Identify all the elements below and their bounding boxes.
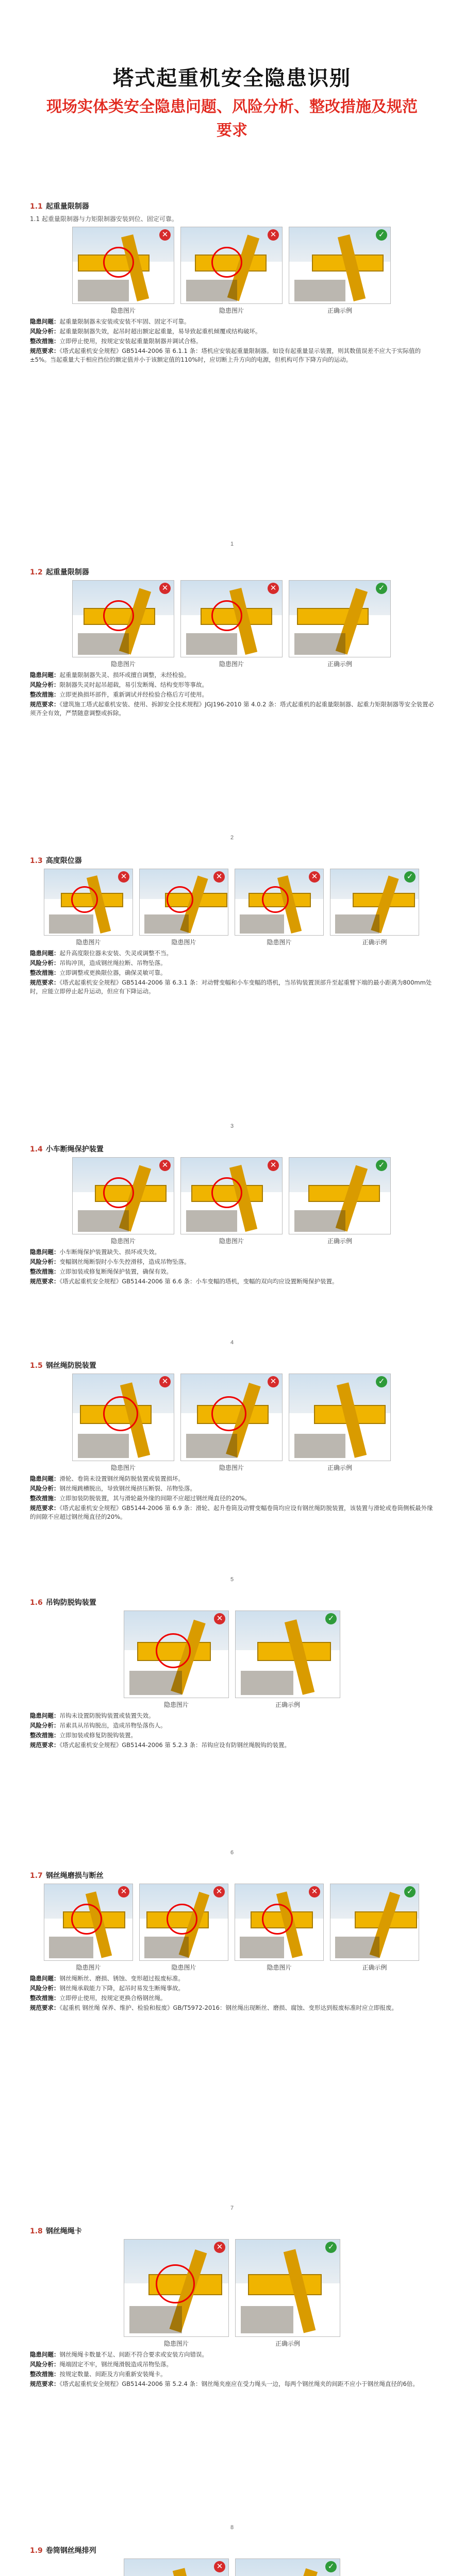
detail-label: 整改措施： (30, 1994, 60, 2002)
detail-text: 《塔式起重机安全规程》GB5144-2006 第 5.2.4 条：钢丝绳夹座应在受力绳头一边，每两个钢丝绳夹的间距不应小于钢丝绳直径的6倍。 (59, 2380, 419, 2387)
hazard-photo (72, 1157, 174, 1234)
section-details (30, 2350, 437, 2389)
correct-example-photo (289, 580, 391, 657)
hazard-photo (44, 1884, 133, 1961)
detail-text: 立即加装或修复断绳保护装置，确保有效。 (59, 1268, 172, 1275)
cross-icon: ✕ (159, 1376, 171, 1387)
check-icon: ✓ (376, 583, 387, 594)
cross-icon: ✕ (213, 871, 225, 883)
section-details (30, 1974, 437, 2013)
page-number: 7 (230, 2205, 234, 2211)
correct-example-photo (289, 227, 391, 304)
page-number: 5 (230, 1577, 234, 1583)
section-heading: 钢丝绳防脱装置 (45, 1362, 96, 1370)
section-title (30, 2226, 82, 2236)
hazard-photo (72, 1374, 174, 1461)
shadow-area (241, 1671, 293, 1696)
check-icon: ✓ (325, 2561, 337, 2572)
steel-member (248, 2274, 322, 2296)
photo-caption: 隐患图片 (163, 2340, 189, 2347)
detail-text: 绳端固定不牢，钢丝绳滑脱造成吊物坠落。 (59, 2361, 172, 2368)
detail-label: 规范要求： (30, 1278, 60, 1285)
photo-caption: 隐患图片 (76, 1964, 101, 1971)
cross-icon: ✕ (159, 1160, 171, 1171)
section-heading: 起重量限制器 (45, 568, 89, 577)
hazard-circle-marker (167, 1904, 197, 1935)
hazard-circle-marker (167, 886, 193, 913)
shadow-area (294, 1434, 345, 1459)
cross-icon: ✕ (159, 229, 171, 241)
detail-row (30, 347, 437, 364)
detail-text: 立即停止使用，按规定安装起重量限制器并调试合格。 (59, 337, 202, 345)
detail-row (30, 1258, 437, 1266)
section-number: 1.1 (30, 202, 43, 211)
hazard-circle-marker (103, 1177, 134, 1208)
detail-text: 立即停止使用，按规定更换合格钢丝绳。 (59, 1994, 167, 2002)
detail-text: 起重量限制器失灵、损坏或擅自调整，未经检验。 (59, 671, 190, 679)
section-title (30, 201, 89, 211)
detail-text: 《塔式起重机安全规程》GB5144-2006 第 6.3.1 条：对动臂变幅和小车变幅的塔机，当吊钩装置顶部升至起重臂下端的最小距离为800mm处时，应能立即停止起升运动，但应有下降运动。 (30, 979, 432, 995)
detail-row (30, 1475, 437, 1483)
hazard-section (0, 567, 464, 855)
photo-caption: 隐患图片 (110, 1464, 136, 1471)
detail-label: 规范要求： (30, 1504, 60, 1512)
detail-text: 起升高度限位器未安装、失灵或调整不当。 (59, 950, 172, 957)
steel-member (308, 1185, 380, 1202)
detail-label: 整改措施： (30, 337, 60, 345)
page-number: 3 (230, 1123, 234, 1129)
detail-label: 规范要求： (30, 2380, 60, 2387)
detail-row (30, 959, 437, 968)
section-heading: 钢丝绳磨损与断丝 (45, 1872, 104, 1880)
photo-caption: 隐患图片 (110, 307, 136, 314)
detail-row (30, 1277, 437, 1286)
detail-text: 吊索具从吊钩脱出，造成吊物坠落伤人。 (59, 1722, 167, 1729)
section-number: 1.3 (30, 857, 43, 865)
detail-label: 风险分析： (30, 681, 60, 688)
detail-text: 限制器失灵时起吊超载，易引发断绳、结构变形等事故。 (59, 681, 208, 688)
detail-row (30, 949, 437, 958)
shadow-area (335, 914, 380, 933)
hazard-circle-marker (103, 247, 134, 278)
cross-icon: ✕ (268, 229, 279, 241)
detail-text: 小车断绳保护装置缺失、损坏或失效。 (59, 1248, 160, 1256)
correct-example-photo (235, 2239, 340, 2337)
detail-row (30, 1731, 437, 1740)
photo-caption: 正确示例 (275, 1701, 300, 1708)
detail-label: 隐患问题： (30, 671, 60, 679)
detail-text: 起重量限制器未安装或安装不牢固、固定不可靠。 (59, 318, 190, 325)
shadow-area (78, 1434, 129, 1459)
section-number: 1.6 (30, 1599, 43, 1607)
cross-icon: ✕ (268, 1160, 279, 1171)
shadow-area (186, 280, 237, 301)
section-number: 1.8 (30, 2227, 43, 2235)
section-title (30, 567, 89, 577)
hazard-section (0, 2226, 464, 2545)
detail-row (30, 671, 437, 680)
shadow-area (186, 1210, 237, 1232)
cross-icon: ✕ (268, 583, 279, 594)
hazard-photo (180, 227, 283, 304)
detail-label: 风险分析： (30, 2361, 60, 2368)
correct-example-photo (235, 2558, 340, 2576)
section-heading: 起重量限制器 (45, 202, 89, 211)
hazard-circle-marker (262, 886, 289, 913)
photo-caption: 隐患图片 (163, 1701, 189, 1708)
section-details (30, 1475, 437, 1522)
hazard-photo (180, 580, 283, 657)
document-subtitle: 现场实体类安全隐患问题、风险分析、整改措施及规范要求 (46, 98, 418, 140)
photo-caption: 隐患图片 (219, 1464, 244, 1471)
hazard-photo (139, 869, 228, 936)
hazard-circle-marker (262, 1904, 293, 1935)
check-icon: ✓ (404, 1886, 416, 1897)
detail-label: 整改措施： (30, 2370, 60, 2378)
hazard-circle-marker (211, 600, 242, 631)
hazard-photo (72, 580, 174, 657)
detail-text: 立即加装防脱装置，其与滑轮最外缘的间隙不应超过钢丝绳直径的20%。 (59, 1495, 251, 1502)
detail-row (30, 1741, 437, 1750)
detail-label: 风险分析： (30, 1485, 60, 1492)
detail-row (30, 1711, 437, 1720)
photo-caption: 隐患图片 (110, 1238, 136, 1245)
detail-text: 立即加装或修复防脱钩装置。 (59, 1732, 137, 1739)
shadow-area (335, 1937, 380, 1958)
hazard-section (0, 855, 464, 1144)
detail-label: 隐患问题： (30, 950, 60, 957)
hazard-photo (72, 227, 174, 304)
hazard-circle-marker (71, 886, 98, 913)
detail-label: 风险分析： (30, 959, 60, 967)
shadow-area (240, 1937, 285, 1958)
detail-text: 钢丝绳承载能力下降，起吊时易发生断绳事故。 (59, 1985, 184, 1992)
cross-icon: ✕ (309, 871, 320, 883)
photo-caption: 隐患图片 (267, 1964, 292, 1971)
check-icon: ✓ (376, 1160, 387, 1171)
photo-caption: 隐患图片 (110, 660, 136, 668)
detail-label: 规范要求： (30, 1741, 60, 1749)
hazard-photo (139, 1884, 228, 1961)
detail-text: 吊钩未设置防脱钩装置或装置失效。 (59, 1712, 155, 1719)
shadow-area (186, 1434, 237, 1459)
detail-label: 风险分析： (30, 328, 60, 335)
section-heading: 小车断绳保护装置 (45, 1145, 104, 1154)
detail-text: 吊钩冲顶，造成钢丝绳拉断、吊物坠落。 (59, 959, 167, 967)
detail-text: 按规定数量、间距及方向重新安装绳卡。 (59, 2370, 167, 2378)
detail-text: 《塔式起重机安全规程》GB5144-2006 第 5.2.3 条：吊钩应设有防钢丝绳脱钩的装置。 (59, 1741, 290, 1749)
correct-example-photo (289, 1157, 391, 1234)
document-header (0, 0, 464, 170)
correct-example-photo (235, 1611, 340, 1698)
section-intro: 1.1 起重量限制器与力矩限制器安装到位、固定可靠。 (30, 215, 178, 223)
photo-caption: 隐患图片 (171, 939, 196, 946)
photo-caption: 正确示例 (327, 1238, 352, 1245)
hazard-photo (180, 1374, 283, 1461)
detail-row (30, 690, 437, 699)
document-title: 塔式起重机安全隐患识别 (113, 66, 351, 90)
detail-text: 钢丝绳断丝、磨损、锈蚀、变形超过报废标准。 (59, 1975, 184, 1982)
photo-caption: 隐患图片 (219, 1238, 244, 1245)
hazard-circle-marker (211, 1396, 246, 1431)
detail-text: 立即调整或更换限位器，确保灵敏可靠。 (59, 969, 167, 976)
correct-example-photo (289, 1374, 391, 1461)
cross-icon: ✕ (214, 2561, 225, 2572)
photo-caption: 隐患图片 (267, 939, 292, 946)
photo-caption: 正确示例 (327, 660, 352, 668)
detail-label: 风险分析： (30, 1258, 60, 1265)
detail-row (30, 1248, 437, 1257)
detail-label: 规范要求： (30, 701, 60, 708)
shadow-area (294, 633, 345, 655)
detail-text: 变幅钢丝绳断裂时小车失控滑移，造成吊物坠落。 (59, 1258, 190, 1265)
page-number: 6 (230, 1850, 234, 1856)
detail-row (30, 2360, 437, 2369)
page-number: 8 (230, 2524, 234, 2531)
detail-text: 钢丝绳跳槽脱出，导致钢丝绳挤压断裂、吊物坠落。 (59, 1485, 196, 1492)
hazard-photo (124, 2558, 229, 2576)
hazard-section (0, 1597, 464, 1870)
detail-label: 整改措施： (30, 1732, 60, 1739)
hazard-circle-marker (103, 1396, 138, 1431)
hazard-section (0, 1144, 464, 1360)
photo-caption: 正确示例 (327, 1464, 352, 1471)
section-number: 1.7 (30, 1872, 43, 1880)
photo-caption: 隐患图片 (219, 660, 244, 668)
detail-label: 整改措施： (30, 969, 60, 976)
shadow-area (78, 280, 129, 301)
detail-label: 风险分析： (30, 1985, 60, 1992)
cross-icon: ✕ (309, 1886, 320, 1897)
section-heading: 卷筒钢丝绳排列 (45, 2547, 96, 2555)
correct-example-photo (330, 1884, 419, 1961)
hazard-section (0, 1360, 464, 1597)
hazard-section (0, 201, 464, 562)
detail-label: 隐患问题： (30, 318, 60, 325)
check-icon: ✓ (376, 1376, 387, 1387)
section-title (30, 1597, 96, 1607)
shadow-area (78, 1210, 129, 1232)
photo-caption: 正确示例 (362, 1964, 387, 1971)
detail-label: 整改措施： (30, 691, 60, 698)
detail-row (30, 2350, 437, 2359)
detail-label: 整改措施： (30, 1268, 60, 1275)
detail-row (30, 1974, 437, 1983)
detail-row (30, 1984, 437, 1993)
section-number: 1.9 (30, 2547, 43, 2555)
detail-text: 《塔式起重机安全规程》GB5144-2006 第 6.1.1 条：塔机应安装起重量限制器。如设有起重量显示装置，则其数值误差不应大于实际值的±5%。当起重量大于相应挡位的额定值并小于该额定值的110%时，应切断上升方向的电源，但机构可作下降方向的运动。 (30, 347, 421, 363)
hazard-section (0, 2545, 464, 2576)
detail-row (30, 2380, 437, 2388)
check-icon: ✓ (325, 2242, 337, 2253)
cross-icon: ✕ (268, 1376, 279, 1387)
hazard-circle-marker (156, 1633, 191, 1668)
detail-row (30, 1267, 437, 1276)
detail-label: 隐患问题： (30, 2351, 60, 2358)
section-title (30, 855, 82, 866)
detail-row (30, 700, 437, 718)
detail-label: 规范要求： (30, 2004, 60, 2011)
shadow-area (129, 1671, 182, 1696)
shadow-area (129, 2306, 182, 2333)
photo-caption: 隐患图片 (171, 1964, 196, 1971)
detail-label: 隐患问题： (30, 1475, 60, 1482)
hazard-photo (124, 2239, 229, 2337)
detail-text: 《起重机 钢丝绳 保养、维护、检验和报废》GB/T5972-2016：钢丝绳出现断丝、磨损、腐蚀、变形达到报废标准时应立即报废。 (59, 2004, 397, 2011)
detail-row (30, 978, 437, 996)
hazard-circle-marker (103, 600, 134, 631)
section-number: 1.5 (30, 1362, 43, 1370)
shadow-area (294, 1210, 345, 1232)
hazard-photo (180, 1157, 283, 1234)
section-title (30, 1144, 104, 1154)
shadow-area (144, 1937, 189, 1958)
page-number: 4 (230, 1340, 234, 1346)
section-details (30, 949, 437, 997)
photo-background (236, 2559, 340, 2576)
detail-row (30, 1484, 437, 1493)
section-title (30, 2545, 96, 2555)
detail-text: 起重量限制器失效，起吊时超出额定起重量，易导致起重机倾覆或结构破坏。 (59, 328, 261, 335)
section-heading: 高度限位器 (45, 857, 82, 865)
detail-row (30, 1721, 437, 1730)
detail-row (30, 327, 437, 336)
hazard-photo (235, 1884, 324, 1961)
hazard-circle-marker (211, 247, 242, 278)
section-number: 1.4 (30, 1145, 43, 1154)
hazard-circle-marker (211, 1177, 242, 1208)
detail-row (30, 317, 437, 326)
shadow-area (49, 1937, 94, 1958)
page-number: 2 (230, 835, 234, 841)
detail-text: 钢丝绳绳卡数量不足、间距不符合要求或安装方向错误。 (59, 2351, 208, 2358)
check-icon: ✓ (376, 229, 387, 241)
section-title (30, 1360, 96, 1370)
hazard-circle-marker (156, 2264, 195, 2303)
detail-text: 《建筑施工塔式起重机安装、使用、拆卸安全技术规程》JGJ196-2010 第 4.0.2 条：塔式起重机的起重量限制器、起重力矩限制器等安全装置必须齐全有效，严禁随意调整或拆除。 (30, 701, 435, 717)
section-details (30, 317, 437, 365)
detail-row (30, 1494, 437, 1503)
cross-icon: ✕ (214, 2242, 225, 2253)
hazard-photo (44, 869, 133, 936)
section-details (30, 1711, 437, 1751)
photo-caption: 正确示例 (327, 307, 352, 314)
check-icon: ✓ (325, 1613, 337, 1624)
detail-text: 《塔式起重机安全规程》GB5144-2006 第 6.6 条：小车变幅的塔机，变幅的双向均应设置断绳保护装置。 (59, 1278, 338, 1285)
photo-caption: 正确示例 (275, 2340, 300, 2347)
detail-text: 《塔式起重机安全规程》GB5144-2006 第 6.9 条：滑轮、起升卷筒及动臂变幅卷筒均应设有钢丝绳防脱装置，该装置与滑轮或卷筒侧板最外缘的间隙不应超过钢丝绳直径的20%。 (30, 1504, 433, 1520)
hazard-section (0, 1870, 464, 2226)
shadow-area (186, 633, 237, 655)
page-number: 1 (230, 541, 234, 547)
shadow-area (294, 280, 345, 301)
detail-row (30, 337, 437, 346)
section-number: 1.2 (30, 568, 43, 577)
section-details (30, 671, 437, 719)
detail-row (30, 681, 437, 689)
hazard-photo (235, 869, 324, 936)
detail-row (30, 2370, 437, 2379)
detail-label: 隐患问题： (30, 1248, 60, 1256)
check-icon: ✓ (404, 871, 416, 883)
shadow-area (241, 2306, 293, 2333)
detail-label: 隐患问题： (30, 1975, 60, 1982)
section-details (30, 1248, 437, 1287)
detail-label: 风险分析： (30, 1722, 60, 1729)
cross-icon: ✕ (159, 583, 171, 594)
detail-label: 规范要求： (30, 347, 60, 354)
cross-icon: ✕ (118, 871, 129, 883)
shadow-area (144, 914, 189, 933)
detail-row (30, 1504, 437, 1521)
section-title (30, 1870, 104, 1880)
photo-caption: 正确示例 (362, 939, 387, 946)
photo-caption: 隐患图片 (219, 307, 244, 314)
cross-icon: ✕ (118, 1886, 129, 1897)
section-heading: 吊钩防脱钩装置 (45, 1599, 96, 1607)
hazard-photo (124, 1611, 229, 1698)
shadow-area (49, 914, 94, 933)
detail-text: 滑轮、卷筒未设置钢丝绳防脱装置或装置损坏。 (59, 1475, 184, 1482)
shadow-area (78, 633, 129, 655)
detail-text: 立即更换损坏部件，重新调试并经检验合格后方可使用。 (59, 691, 208, 698)
detail-row (30, 969, 437, 977)
section-heading: 钢丝绳绳卡 (45, 2227, 82, 2235)
correct-example-photo (330, 869, 419, 936)
hazard-circle-marker (71, 1904, 102, 1935)
detail-label: 整改措施： (30, 1495, 60, 1502)
detail-row (30, 2004, 437, 2012)
shadow-area (240, 914, 285, 933)
detail-label: 规范要求： (30, 979, 60, 986)
detail-row (30, 1994, 437, 2003)
photo-caption: 隐患图片 (76, 939, 101, 946)
cross-icon: ✕ (214, 1613, 225, 1624)
cross-icon: ✕ (213, 1886, 225, 1897)
detail-label: 隐患问题： (30, 1712, 60, 1719)
